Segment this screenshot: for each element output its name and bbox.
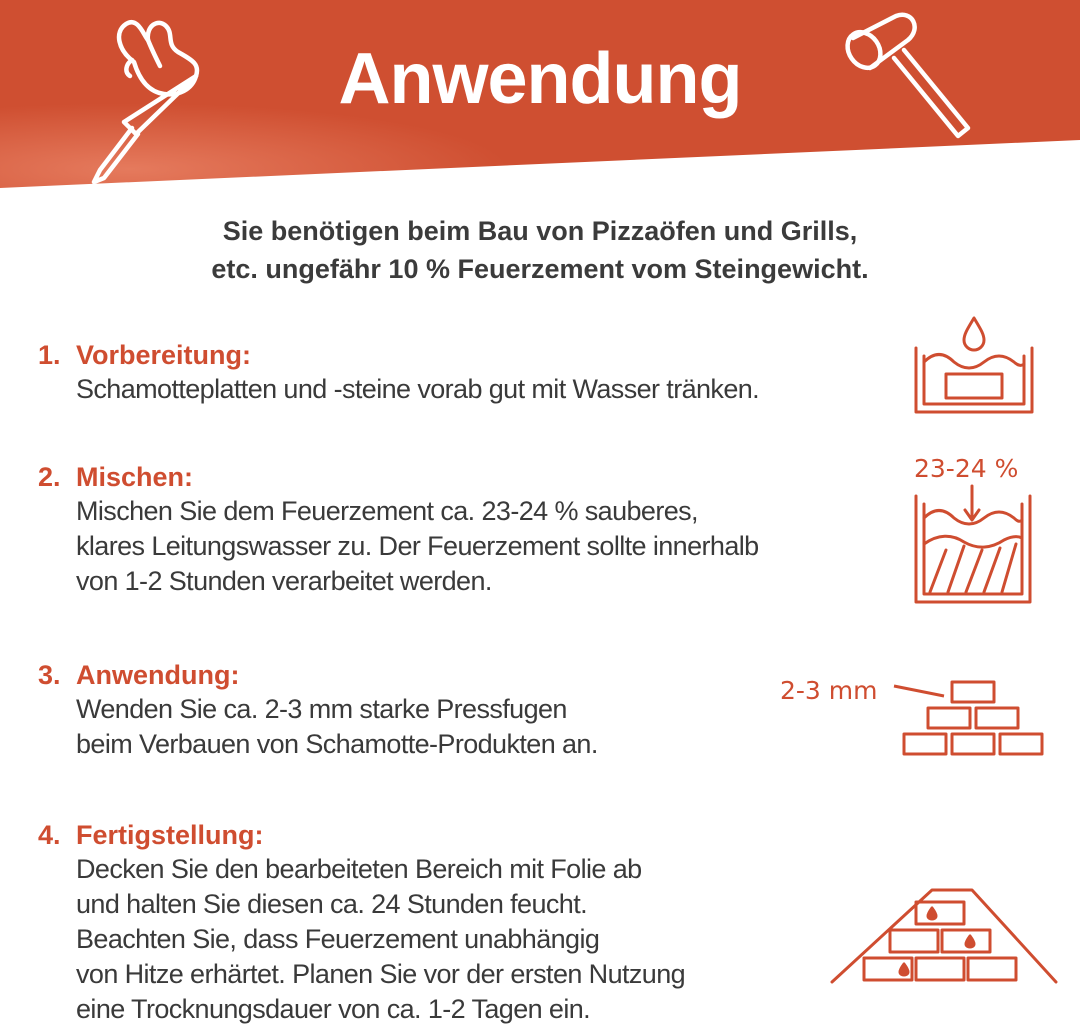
soaking-brick-icon (908, 312, 1040, 418)
step-text-line: beim Verbauen von Schamotte-Produkten an. (76, 729, 598, 759)
step-3 (38, 658, 858, 762)
step-text (76, 852, 858, 1027)
step-2 (38, 460, 858, 599)
step-title: Anwendung: (76, 660, 240, 690)
step-1 (38, 338, 858, 407)
step-text (76, 494, 858, 599)
hammer-icon (840, 10, 980, 145)
step-text-line: von 1-2 Stunden verarbeitet werden. (76, 566, 492, 596)
step-text-line: Decken Sie den bearbeiteten Bereich mit Folie ab (76, 854, 642, 884)
step-number: 3. (38, 660, 61, 690)
step-text-line: Mischen Sie dem Feuerzement ca. 23-24 % sauberes, (76, 496, 698, 526)
joint-size-label: 2-3 mm (780, 676, 878, 705)
mixing-bucket-icon (908, 452, 1040, 608)
step-title: Vorbereitung: (76, 340, 251, 370)
step-heading (38, 658, 858, 692)
step-text (76, 372, 858, 407)
covered-brick-pile-icon (828, 884, 1060, 984)
step-title: Mischen: (76, 462, 194, 492)
intro-text (0, 212, 1080, 288)
step-text-line: Schamotteplatten und -steine vorab gut mit Wasser tränken. (76, 374, 760, 404)
percent-label: 23-24 % (914, 454, 1019, 483)
step-text-line: und halten Sie diesen ca. 24 Stunden feucht. (76, 889, 588, 919)
page-title: Anwendung (338, 39, 742, 119)
step-text-line: eine Trocknungsdauer von ca. 1-2 Tagen ein. (76, 994, 591, 1024)
step-heading (38, 818, 858, 852)
step-heading (38, 338, 858, 372)
intro-line: Sie benötigen beim Bau von Pizzaöfen und Grills, (222, 216, 858, 246)
step-text-line: von Hitze erhärtet. Planen Sie vor der ersten Nutzung (76, 959, 686, 989)
step-4 (38, 818, 858, 1027)
step-heading (38, 460, 858, 494)
brick-joint-icon (776, 668, 1048, 760)
step-text (76, 692, 858, 762)
trowel-glove-icon (88, 10, 228, 188)
step-number: 4. (38, 820, 61, 850)
step-text-line: Beachten Sie, dass Feuerzement unabhängig (76, 924, 600, 954)
intro-line: etc. ungefähr 10 % Feuerzement vom Steingewicht. (211, 254, 869, 284)
step-number: 1. (38, 340, 61, 370)
step-number: 2. (38, 462, 61, 492)
step-text-line: klares Leitungswasser zu. Der Feuerzement sollte innerhalb (76, 531, 759, 561)
step-text-line: Wenden Sie ca. 2-3 mm starke Pressfugen (76, 694, 567, 724)
step-title: Fertigstellung: (76, 820, 264, 850)
